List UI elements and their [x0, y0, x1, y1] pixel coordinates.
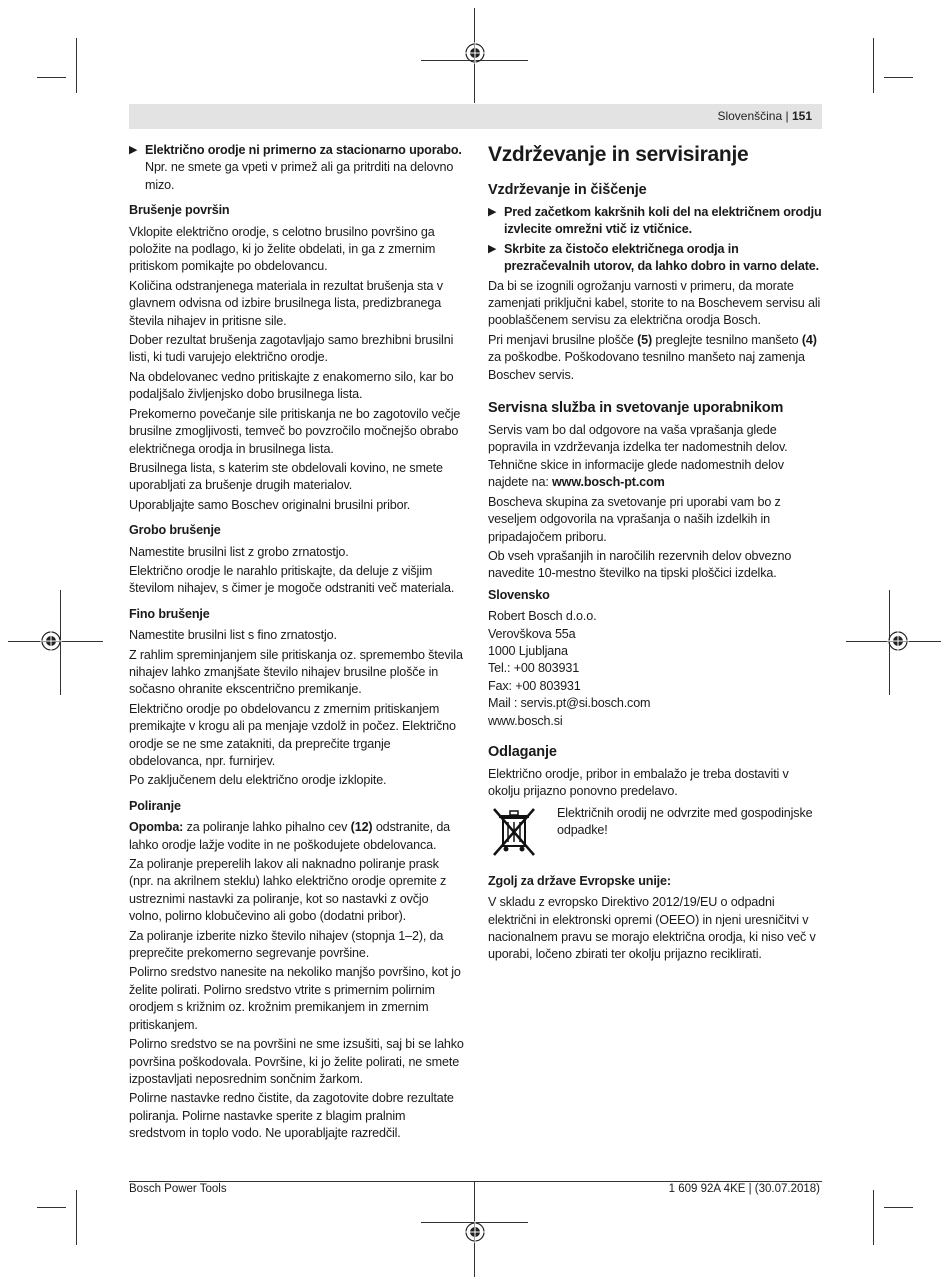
paragraph: V skladu z evropsko Direktivo 2012/19/EU o odpadni električni in elektronski opremi (OEEO) in njeni uresničitvi v nacionalnem pravu se morajo električna orodja, ki niso več v uporabi, ločeno zbirati ter okolju prijazno reciklirati.: [488, 895, 816, 962]
fax-line: Fax: +00 803931: [488, 678, 581, 693]
crop-mark: [37, 77, 66, 78]
paragraph-text: Pri menjavi brusilne plošče: [488, 332, 638, 347]
paragraph: Z rahlim spreminjanjem sile pritiskanja oz. spremembo števila nihajev lahko zmanjšate število nihajev brusilne plošče in sočasno ohranite ekscentrično premikanje.: [129, 647, 463, 697]
paragraph: Da bi se izognili ogrožanju varnosti v primeru, da morate zamenjati priključni kabel, storite to na Boschevem servisu ali pooblaščenem servisu za električna orodja Bosch.: [488, 278, 821, 328]
section-heading: Grobo brušenje: [129, 523, 221, 538]
paragraph: Za poliranje preperelih lakov ali naknadno poliranje prask (npr. na akrilnem steklu) lahko električno orodje opremite z ustreznimi nastavki za poliranje, kot so nastavki z ovčjo volno, polirno klobučevino ali gobo (dodatni pribor).: [129, 857, 447, 924]
paragraph-text: Servis vam bo dal odgovore na vaša vprašanja glede popravila in vzdrževanja izdelka ter nadomestnih delov. Tehnične skice in informacije glede nadomestnih delov najdete na:: [488, 423, 788, 490]
email-line[interactable]: Mail : servis.pt@si.bosch.com: [488, 696, 651, 711]
address-line: Verovškova 55a: [488, 626, 576, 641]
section-heading: Poliranje: [129, 798, 181, 813]
paragraph: Električno orodje po obdelovancu z zmernim pritiskanjem premikajte v krogu ali pa menjaje vzdolž in počez. Električno orodje se ne sme zatakniti, da preprečite trganje obdelovanca, npr. furnirjev.: [129, 701, 456, 768]
crop-mark: [873, 1190, 874, 1245]
paragraph: Polirne nastavke redno čistite, da zagotovite dobre rezultate poliranja. Polirne nastavke sperite z blagim pralnim sredstvom in toplo vodo. Ne uporabljajte razredčil.: [129, 1091, 454, 1141]
paragraph: Namestite brusilni list z grobo zrnatostjo.: [129, 544, 349, 559]
paragraph: Po zaključenem delu električno orodje izklopite.: [129, 773, 387, 788]
note-text: za poliranje lahko pihalno cev: [183, 820, 351, 835]
footer-brand: Bosch Power Tools: [129, 1183, 227, 1195]
paragraph-text: za poškodbe. Poškodovano tesnilno manšeto naj zamenja Boschev servis.: [488, 350, 805, 382]
paragraph: Polirno sredstvo se na površini ne sme izsušiti, saj bi se lahko površina poškodovala. Površine, ki jo želite polirati, ne smete izpostavljati neposrednim sončnim žarkom.: [129, 1037, 464, 1086]
bullet-triangle-icon: ▶: [129, 144, 138, 156]
paragraph: Polirno sredstvo nanesite na nekoliko manjšo površino, kot jo želite polirati. Polirno sredstvo vtrite s primernim polirnim orodjem s križnim oz. krožnim premikanjem in zmernim pritiskanjem.: [129, 965, 461, 1032]
bullet-text: Npr. ne smete ga vpeti v primež ali ga pritrditi na delovno mizo.: [145, 160, 454, 192]
website-link[interactable]: www.bosch-pt.com: [552, 475, 665, 490]
bullet-triangle-icon: ▶: [488, 206, 497, 218]
section-heading: Fino brušenje: [129, 606, 210, 621]
paragraph: Namestite brusilni list s fino zrnatostjo.: [129, 628, 337, 643]
paragraph: Za poliranje izberite nizko število nihajev (stopnja 1–2), da preprečite prekomerno segrevanje površine.: [129, 928, 444, 961]
crop-mark: [76, 1190, 77, 1245]
paragraph: Uporabljajte samo Boschev originalni brusilni pribor.: [129, 497, 411, 512]
part-reference: (12): [350, 820, 373, 835]
paragraph: Količina odstranjenega materiala in rezultat brušenja sta v glavnem odvisna od izbire brusilnega lista, predizbranega števila nihajev in pritisne sile.: [129, 278, 443, 328]
registration-mark-icon: [40, 630, 62, 652]
paragraph: Električno orodje, pribor in embalažo je treba dostaviti v okolju prijazno ponovno predelavo.: [488, 766, 789, 799]
page-title: Vzdrževanje in servisiranje: [488, 143, 749, 166]
eu-heading: Zgolj za države Evropske unije:: [488, 873, 671, 888]
registration-mark-icon: [464, 42, 486, 64]
crop-mark: [884, 1207, 913, 1208]
note-paragraph: [129, 819, 464, 854]
warning-bullet: [488, 241, 824, 276]
note-text: odstranite, da lahko orodje lažje vodite in ne poškodujete obdelovanca.: [129, 820, 451, 852]
paragraph: Brusilnega lista, s katerim ste obdelovali kovino, ne smete uporabljati za brušenje drugih materialov.: [129, 460, 443, 493]
crop-mark: [873, 38, 874, 93]
section-heading: Servisna služba in svetovanje uporabnikom: [488, 400, 784, 417]
address-line: Robert Bosch d.o.o.: [488, 609, 597, 624]
part-reference: (4): [801, 332, 817, 347]
paragraph-text: preglejte tesnilno manšeto: [652, 332, 802, 347]
left-column: [129, 142, 464, 1145]
country-heading: Slovensko: [488, 587, 550, 602]
page-header: [129, 104, 822, 129]
paragraph: Dober rezultat brušenja zagotavljajo samo brezhibni brusilni listi, ki tudi varujejo električno orodje.: [129, 333, 454, 365]
bullet-bold-text: Pred začetkom kakršnih koli del na električnem orodju izvlecite omrežni vtič iz vtičnice.: [504, 205, 822, 237]
part-reference: (5): [637, 332, 653, 347]
paragraph: Na obdelovanec vedno pritiskajte z enakomerno silo, kar bo podaljšalo življenjsko dobo brusilnega lista.: [129, 369, 454, 402]
website-line[interactable]: www.bosch.si: [488, 713, 563, 728]
registration-mark-icon: [887, 630, 909, 652]
footer-divider: [129, 1181, 822, 1182]
phone-line: Tel.: +00 803931: [488, 661, 580, 676]
section-heading: Brušenje površin: [129, 203, 230, 218]
warning-bullet: [129, 142, 464, 194]
bullet-bold-text: Skrbite za čistočo električnega orodja in prezračevalnih utorov, da lahko dobro in varno delate.: [504, 241, 819, 274]
header-language: Slovenščina: [717, 109, 783, 123]
right-column: [488, 142, 824, 966]
paragraph: [488, 422, 824, 492]
header-separator: |: [785, 109, 789, 123]
registration-mark-icon: [464, 1221, 486, 1243]
disposal-notice: [488, 805, 824, 859]
paragraph: Ob vseh vprašanjih in naročilih rezervnih delov obvezno navedite 10-mestno številko na tipski ploščici izdelka.: [488, 548, 792, 581]
paragraph: Prekomerno povečanje sile pritiskanja ne bo zagotovilo večje brusilne zmogljivosti, temveč bo povzročilo močnejšo obrabo električnega orodja in brusilnega lista.: [129, 406, 461, 456]
section-heading: Odlaganje: [488, 743, 557, 760]
address-line: 1000 Ljubljana: [488, 643, 568, 658]
paragraph: [488, 332, 824, 384]
crop-mark: [37, 1207, 66, 1208]
crossed-out-bin-icon: [488, 805, 540, 857]
paragraph: Električno orodje le narahlo pritiskajte, da deluje z višjim številom nihajev, s čimer je mogoče odstraniti več materiala.: [129, 563, 455, 596]
page-number: 151: [791, 109, 812, 123]
bullet-triangle-icon: ▶: [488, 242, 497, 255]
footer-doc-number: 1 609 92A 4KE | (30.07.2018): [668, 1183, 820, 1195]
bullet-bold-text: Električno orodje ni primerno za stacionarno uporabo.: [145, 143, 462, 157]
note-label: Opomba:: [129, 820, 184, 835]
section-heading: Vzdrževanje in čiščenje: [488, 182, 647, 198]
crop-mark: [884, 77, 913, 78]
crop-mark: [76, 38, 77, 93]
header-text: [717, 109, 812, 123]
warning-bullet: [488, 204, 824, 239]
paragraph: Vklopite električno orodje, s celotno brusilno površino ga položite na podlago, ki jo želite obdelati, in ga z zmernim pritiskom pomikajte po obdelovancu.: [129, 224, 436, 274]
paragraph: Boscheva skupina za svetovanje pri uporabi vam bo z veseljem odgovorila na vprašanja o naših izdelkih in pripadajočem priboru.: [488, 494, 781, 544]
disposal-warning: Električnih orodij ne odvrzite med gospodinjske odpadke!: [557, 805, 813, 838]
